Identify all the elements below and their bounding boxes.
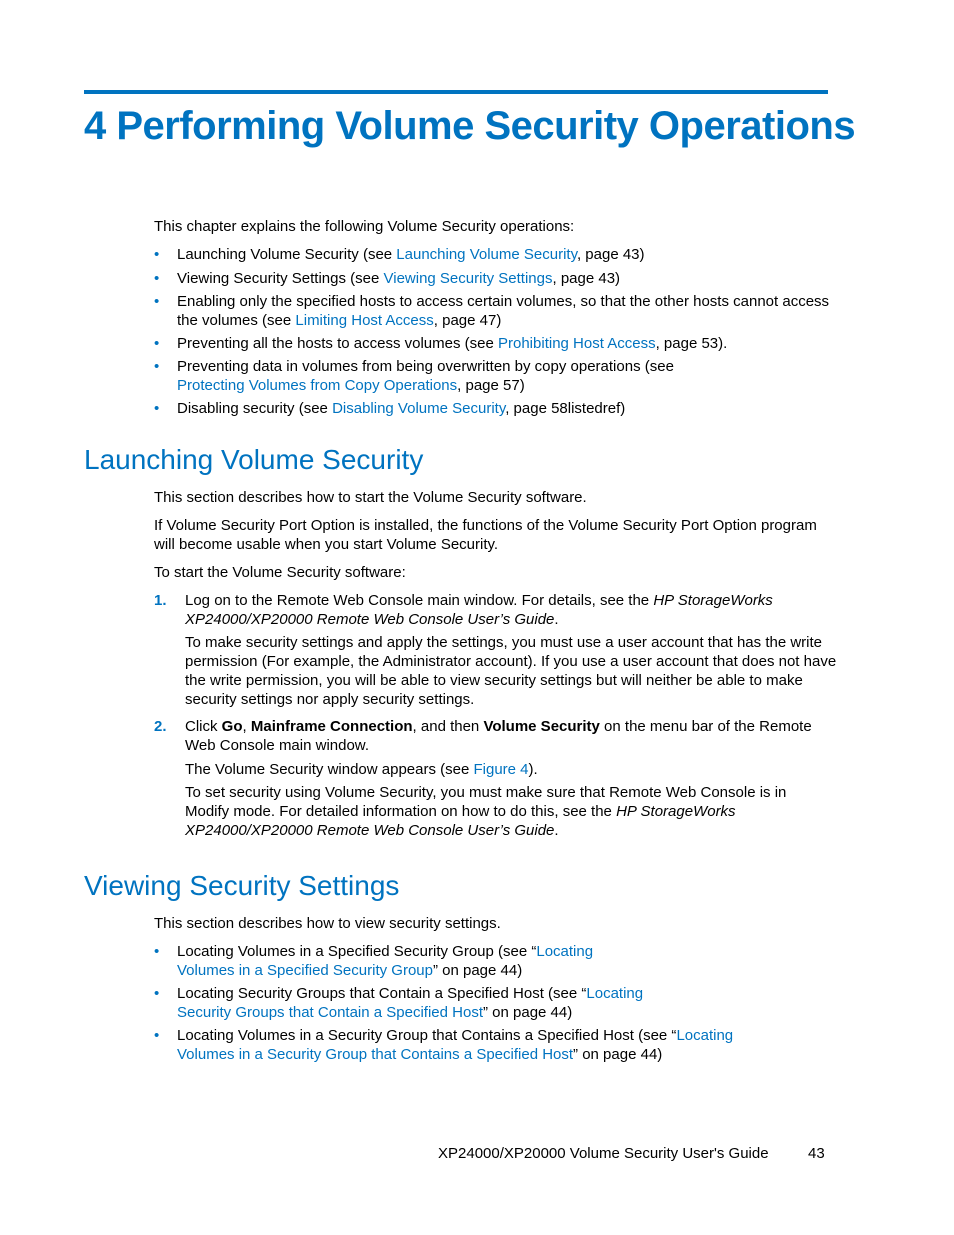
list-item: Enabling only the specified hosts to access certain volumes, so that the other hosts cannot access the volumes (see Limiting Host Access, page 47) (177, 293, 830, 329)
step-number: 2. (154, 718, 167, 735)
step-number: 1. (154, 592, 167, 609)
list-item: Disabling security (see Disabling Volume Security, page 58listedref) (177, 400, 626, 417)
list-item: Preventing all the hosts to access volumes (see Prohibiting Host Access, page 53). (177, 335, 728, 352)
footer-guide-title: XP24000/XP20000 Volume Security User's Guide (438, 1145, 769, 1162)
step-text: Click Go, Mainframe Connection, and then Volume Security on the menu bar of the Remote Web Console main window. (185, 718, 812, 754)
list-item: Launching Volume Security (see Launching Volume Security, page 43) (177, 246, 645, 263)
paragraph: If Volume Security Port Option is installed, the functions of the Volume Security Port Option program will become usable when you start Volume Security. (154, 517, 817, 553)
bullet-icon: • (154, 943, 160, 960)
list-item: Locating Security Groups that Contain a Specified Host (see “Locating Security Groups that Contain a Specified Host” on page 44) (177, 985, 644, 1021)
bullet-icon: • (154, 293, 160, 310)
chapter-title: 4 Performing Volume Security Operations (84, 104, 856, 148)
step-text: Log on to the Remote Web Console main window. For details, see the HP StorageWorks XP24000/XP20000 Remote Web Console User’s Guide. (185, 592, 773, 628)
bullet-icon: • (154, 358, 160, 375)
bullet-icon: • (154, 335, 160, 352)
paragraph: This section describes how to view security settings. (154, 915, 501, 932)
bullet-icon: • (154, 246, 160, 263)
paragraph: To start the Volume Security software: (154, 564, 406, 581)
page-number: 43 (808, 1145, 825, 1162)
cross-reference-link[interactable]: Protecting Volumes from Copy Operations (177, 377, 458, 394)
intro-text: This chapter explains the following Volume Security operations: (154, 218, 575, 235)
bullet-icon: • (154, 1027, 160, 1044)
bullet-icon: • (154, 985, 160, 1002)
list-item: Locating Volumes in a Security Group that Contains a Specified Host (see “Locating Volumes in a Security Group that Contains a Specified Host” on page 44) (177, 1027, 734, 1063)
cross-reference-link[interactable]: Viewing Security Settings (383, 270, 553, 287)
cross-reference-link[interactable]: Launching Volume Security (396, 246, 577, 263)
figure-link[interactable]: Figure 4 (473, 761, 529, 778)
cross-reference-link[interactable]: Prohibiting Host Access (498, 335, 656, 352)
cross-reference-link[interactable]: Disabling Volume Security (332, 400, 506, 417)
list-item: Viewing Security Settings (see Viewing Security Settings, page 43) (177, 270, 621, 287)
cross-reference-link[interactable]: Locating Security Groups that Contain a Specified Host (177, 985, 644, 1021)
cross-reference-link[interactable]: Limiting Host Access (295, 312, 434, 329)
cross-reference-link[interactable]: Locating Volumes in a Specified Security Group (177, 943, 594, 979)
bullet-icon: • (154, 270, 160, 287)
section-heading: Launching Volume Security (84, 444, 424, 475)
section-heading: Viewing Security Settings (84, 870, 400, 901)
chapter-rule (84, 90, 828, 94)
list-item: Locating Volumes in a Specified Security Group (see “Locating Volumes in a Specified Security Group” on page 44) (177, 943, 594, 979)
step-note: To set security using Volume Security, you must make sure that Remote Web Console is in Modify mode. For detailed information on how to do this, see the HP StorageWorks XP24000/XP20000 Remote Web Console User’s Guide. (185, 784, 787, 839)
step-note: To make security settings and apply the settings, you must use a user account that has the write permission (For example, the Administrator account). If you use a user account that does not have the write permission, you will be able to view security settings but will neither be able to make security settings nor apply security settings. (185, 634, 837, 708)
step-note: The Volume Security window appears (see Figure 4). (185, 761, 538, 778)
list-item: Preventing data in volumes from being overwritten by copy operations (see Protecting Volumes from Copy Operations, page 57) (177, 358, 674, 394)
bullet-icon: • (154, 400, 160, 417)
cross-reference-link[interactable]: Locating Volumes in a Security Group that Contains a Specified Host (177, 1027, 734, 1063)
paragraph: This section describes how to start the Volume Security software. (154, 489, 587, 506)
